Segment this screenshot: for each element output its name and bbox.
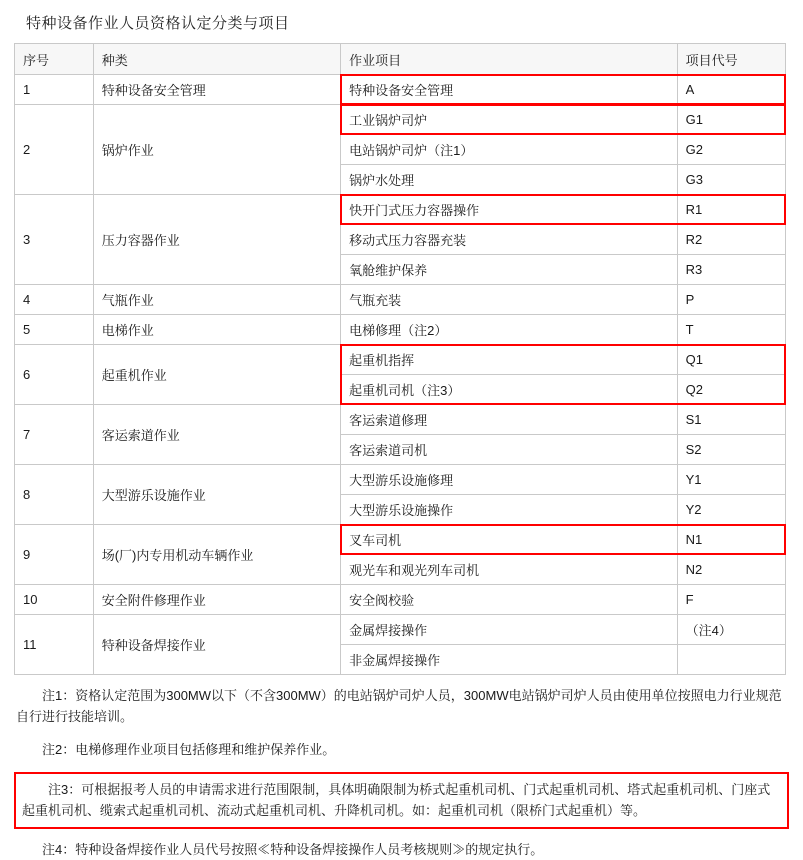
cell-no: 10 — [15, 585, 94, 615]
cell-item: 特种设备安全管理 — [341, 75, 677, 105]
qualification-table — [14, 43, 786, 675]
cell-item: 客运索道修理 — [341, 405, 677, 435]
cell-kind: 电梯作业 — [93, 315, 340, 345]
cell-code: A — [677, 75, 785, 105]
cell-item: 起重机司机（注3） — [341, 375, 677, 405]
cell-item: 快开门式压力容器操作 — [341, 195, 677, 225]
cell-no: 5 — [15, 315, 94, 345]
note: 注2：电梯修理作业项目包括修理和维护保养作业。 — [42, 742, 336, 757]
cell-item: 客运索道司机 — [341, 435, 677, 465]
table-row — [15, 75, 786, 105]
cell-item: 移动式压力容器充装 — [341, 225, 677, 255]
column-header-no: 序号 — [15, 44, 94, 75]
table-row — [15, 585, 786, 615]
note-highlighted: 注3：可根据报考人员的申请需求进行范围限制，具体明确限制为桥式起重机司机、门式起重机司机、塔式起重机司机、门座式起重机司机、缆索式起重机司机、流动式起重机司机、升降机司机。如：起重机司机（限桥门式起重机）等。 — [14, 772, 789, 829]
cell-item: 大型游乐设施修理 — [341, 465, 677, 495]
cell-kind: 锅炉作业 — [93, 105, 340, 195]
cell-item: 非金属焊接操作 — [341, 645, 677, 675]
cell-code: S2 — [677, 435, 785, 465]
cell-kind: 特种设备安全管理 — [93, 75, 340, 105]
cell-no: 4 — [15, 285, 94, 315]
table-row — [15, 615, 786, 645]
cell-no: 3 — [15, 195, 94, 285]
cell-kind: 压力容器作业 — [93, 195, 340, 285]
cell-kind: 客运索道作业 — [93, 405, 340, 465]
cell-code: N2 — [677, 555, 785, 585]
table-row — [15, 315, 786, 345]
cell-kind: 大型游乐设施作业 — [93, 465, 340, 525]
column-header-item: 作业项目 — [341, 44, 677, 75]
cell-kind: 气瓶作业 — [93, 285, 340, 315]
cell-no: 8 — [15, 465, 94, 525]
table-body — [15, 75, 786, 675]
notes-section — [14, 685, 789, 860]
cell-code: R2 — [677, 225, 785, 255]
cell-code — [677, 645, 785, 675]
cell-item: 安全阀校验 — [341, 585, 677, 615]
cell-kind: 安全附件修理作业 — [93, 585, 340, 615]
table-row — [15, 405, 786, 435]
cell-item: 起重机指挥 — [341, 345, 677, 375]
cell-item: 气瓶充装 — [341, 285, 677, 315]
cell-code: Q2 — [677, 375, 785, 405]
cell-no: 6 — [15, 345, 94, 405]
table-row — [15, 345, 786, 375]
cell-item: 金属焊接操作 — [341, 615, 677, 645]
column-header-kind: 种类 — [93, 44, 340, 75]
table-row — [15, 285, 786, 315]
note: 注1：资格认定范围为300MW以下（不含300MW）的电站锅炉司炉人员，300MW电站锅炉司炉人员由使用单位按照电力行业规范自行进行技能培训。 — [16, 688, 782, 724]
cell-item: 大型游乐设施操作 — [341, 495, 677, 525]
table-header-row — [15, 44, 786, 75]
cell-code: R3 — [677, 255, 785, 285]
note: 注4：特种设备焊接作业人员代号按照≪特种设备焊接操作人员考核规则≫的规定执行。 — [42, 842, 544, 857]
table-row — [15, 195, 786, 225]
cell-item: 叉车司机 — [341, 525, 677, 555]
table-row — [15, 465, 786, 495]
column-header-code: 项目代号 — [677, 44, 785, 75]
cell-code: G2 — [677, 135, 785, 165]
cell-code: R1 — [677, 195, 785, 225]
cell-code: T — [677, 315, 785, 345]
cell-code: G1 — [677, 105, 785, 135]
cell-code: N1 — [677, 525, 785, 555]
cell-code: P — [677, 285, 785, 315]
cell-no: 9 — [15, 525, 94, 585]
table-row — [15, 525, 786, 555]
cell-code: Q1 — [677, 345, 785, 375]
cell-item: 电站锅炉司炉（注1） — [341, 135, 677, 165]
page-title: 特种设备作业人员资格认定分类与项目 — [26, 15, 290, 32]
cell-code: S1 — [677, 405, 785, 435]
cell-code: Y1 — [677, 465, 785, 495]
cell-code: G3 — [677, 165, 785, 195]
cell-no: 11 — [15, 615, 94, 675]
cell-item: 电梯修理（注2） — [341, 315, 677, 345]
cell-item: 锅炉水处理 — [341, 165, 677, 195]
cell-code: （注4） — [677, 615, 785, 645]
cell-item: 氧舱维护保养 — [341, 255, 677, 285]
cell-kind: 场(厂)内专用机动车辆作业 — [93, 525, 340, 585]
cell-item: 观光车和观光列车司机 — [341, 555, 677, 585]
table-row — [15, 105, 786, 135]
cell-code: F — [677, 585, 785, 615]
cell-code: Y2 — [677, 495, 785, 525]
cell-item: 工业锅炉司炉 — [341, 105, 677, 135]
cell-no: 2 — [15, 105, 94, 195]
cell-kind: 起重机作业 — [93, 345, 340, 405]
cell-kind: 特种设备焊接作业 — [93, 615, 340, 675]
cell-no: 7 — [15, 405, 94, 465]
cell-no: 1 — [15, 75, 94, 105]
table-header — [15, 44, 786, 75]
